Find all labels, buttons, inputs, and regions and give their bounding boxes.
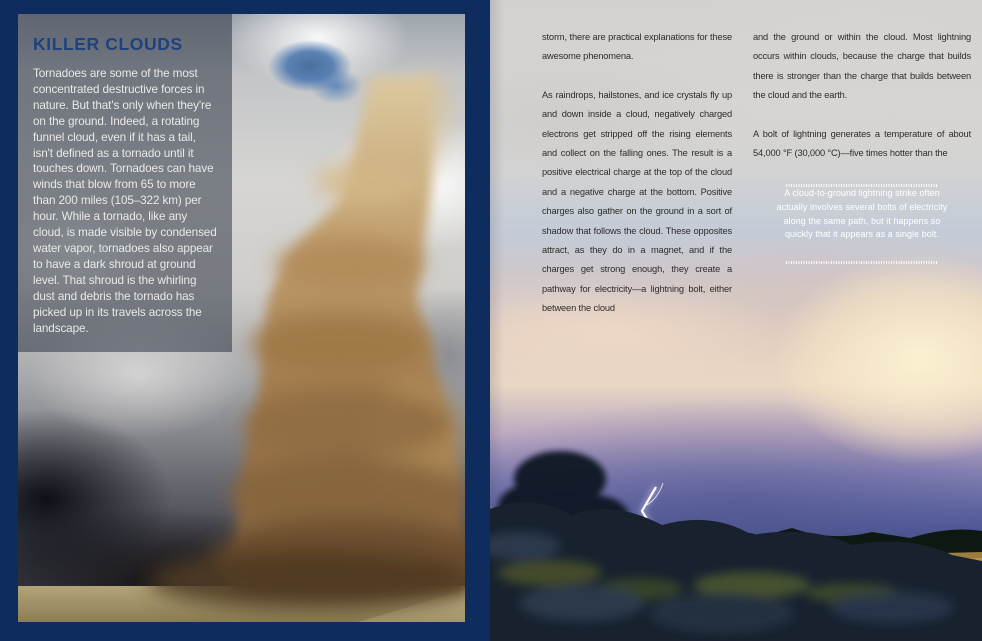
text-column-right <box>753 28 971 264</box>
killer-clouds-panel <box>18 14 232 352</box>
callout-text: A cloud-to-ground lightning strike often actually involves several bolts of electricity along the same path, but it happens so quickly that it appears as a single bolt. <box>776 188 948 240</box>
page-title: KILLER CLOUDS <box>33 34 183 54</box>
left-page <box>0 0 490 641</box>
dotted-rule-bottom <box>786 261 938 264</box>
lightning-fact-callout <box>769 184 955 263</box>
paragraph: A bolt of lightning generates a temperature of about 54,000 °F (30,000 °C)—five times hotter than the <box>753 128 971 159</box>
text-column-left <box>542 28 732 338</box>
tornado-photo <box>18 14 465 622</box>
paragraph: As raindrops, hailstones, and ice crystals fly up and down inside a cloud, negatively charged electrons get stripped off the rising elements and collect on the falling ones. The result is a positive electrical charge at the top of the cloud and a negative charge at the bottom. Positive charges also gather on the ground in a sort of shadow that follows the cloud. These opposites attract, as they do in a magnet, and if the charges get strong enough, they create a pathway for electricity—a lightning bolt, either between the cloud <box>542 89 732 314</box>
paragraph: storm, there are practical explanations for these awesome phenomena. <box>542 32 732 62</box>
tornado-intro-paragraph: Tornadoes are some of the most concentrated destructive forces in nature. But that's only when they're on the ground. Indeed, a rotating funnel cloud, even if it has a tail, isn't defined as a tornado until it touches down. Tornadoes can have winds that blow from 65 to more than 200 miles (105–322 km) per hour. While a tornado, like any cloud, is made visible by condensed water vapor, tornadoes also appear to have a dark shroud at ground level. That shroud is the whirling dust and debris the tornado has picked up in its travels across the landscape. <box>33 67 217 335</box>
lightning-landscape-illustration <box>490 321 982 641</box>
right-page <box>490 0 982 641</box>
paragraph: and the ground or within the cloud. Most lightning occurs within clouds, because the charge that builds there is stronger than the charge that builds between the cloud and the earth. <box>753 32 971 101</box>
